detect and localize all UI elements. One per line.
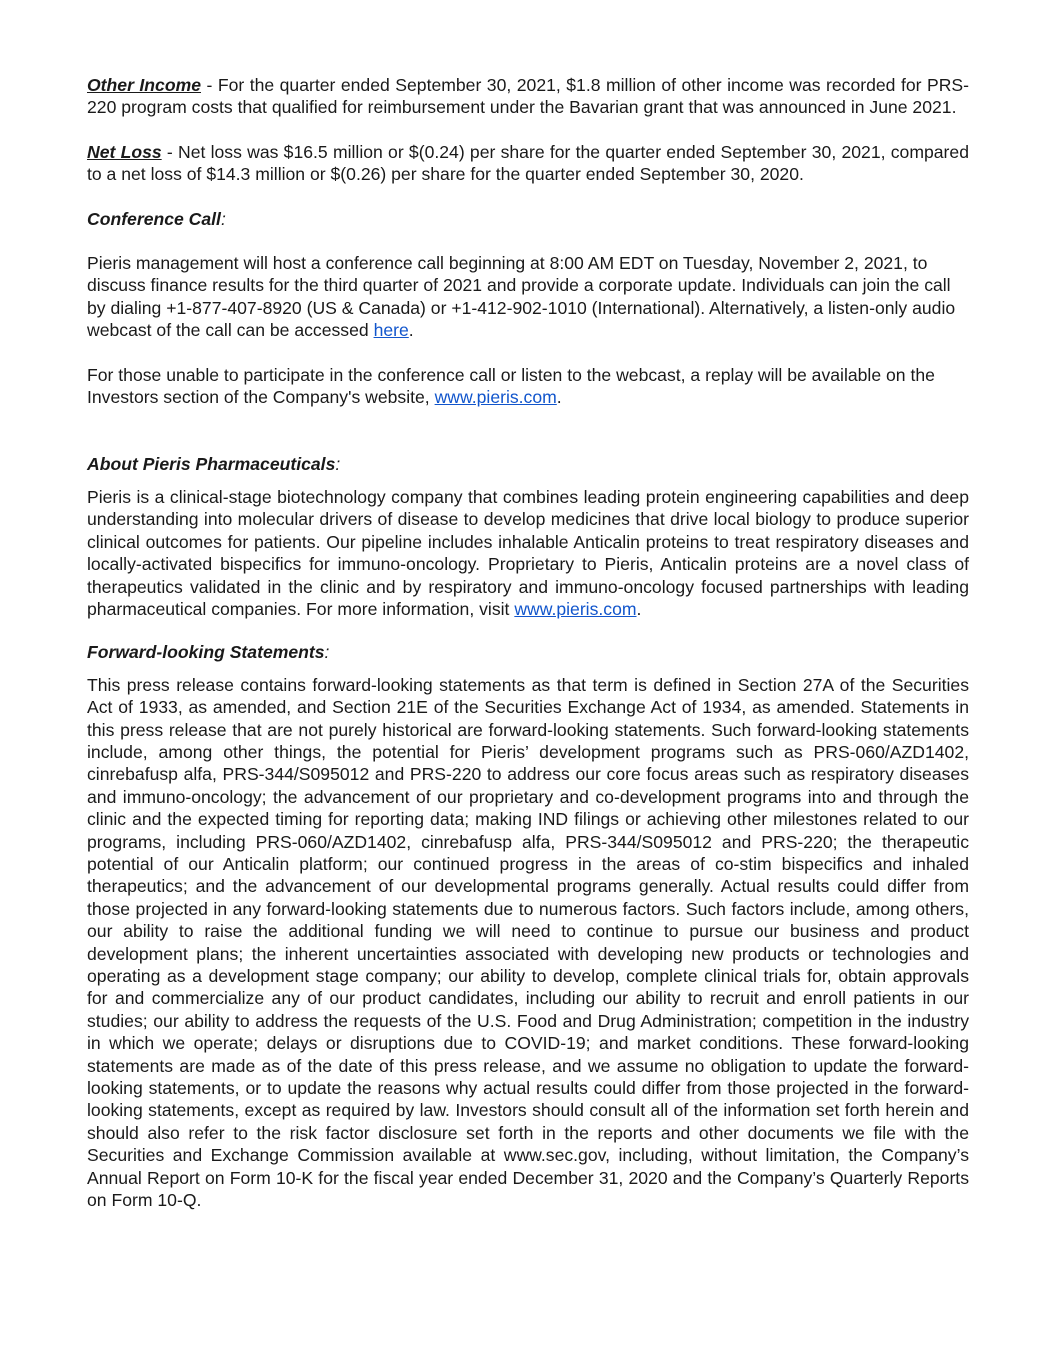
conference-call-paragraph (87, 252, 969, 342)
net-loss-heading: Net Loss (87, 141, 162, 162)
about-heading (87, 453, 969, 475)
other-income-paragraph (87, 74, 969, 119)
replay-website-link[interactable]: www.pieris.com (434, 387, 557, 408)
net-loss-paragraph (87, 141, 969, 186)
forward-looking-heading-text: Forward-looking Statements (87, 642, 325, 663)
document-page (87, 74, 969, 1211)
forward-looking-heading (87, 641, 969, 663)
forward-looking-text: This press release contains forward-looking statements as that term is defined in Section 27A of the Securities Act of 1933, as amended, and Section 21E of the Securities Exchange Act of 1934, as amended. Statements in this press release that are not purely historical are forward-looking statements. Such forward-looking statements include, among other things, the potential for Pieris’ development programs such as PRS-060/AZD1402, cinrebafusp alfa, PRS-344/S095012 and PRS-220 to address our core focus areas such as respiratory diseases and immuno-oncology; the advancement of our proprietary and co-development programs into and through the clinic and the expected timing for reporting data; making IND filings or achieving other milestones related to our programs, including PRS-060/AZD1402, cinrebafusp alfa, PRS-344/S095012 and PRS-220; the therapeutic potential of our Anticalin platform; our continued progress in the areas of co-stim bispecifics and inhaled therapeutics; and the advancement of our developmental programs generally. Actual results could differ from those projected in any forward-looking statements due to numerous factors. Such factors include, among others, our ability to raise the additional funding we will need to continue to pursue our business and product development plans; the inherent uncertainties associated with developing new products or technologies and operating as a development stage company; our ability to develop, complete clinical trials for, obtain approvals for and commercialize any of our product candidates, including our ability to recruit and enroll patients in our studies; our ability to address the requests of the U.S. Food and Drug Administration; competition in the industry in which we operate; delays or disruptions due to COVID-19; and market conditions. These forward-looking statements are made as of the date of this press release, and we assume no obligation to update the forward-looking statements, or to update the reasons why actual results could differ from those projected in the forward-looking statements, except as required by law. Investors should consult all of the information set forth herein and should also refer to the risk factor disclosure set forth in the reports and other documents we file with the Securities and Exchange Commission available at www.sec.gov, including, without limitation, the Company’s Annual Report on Form 10-K for the fiscal year ended December 31, 2020 and the Company’s Quarterly Reports on Form 10-Q. (87, 674, 969, 1211)
webcast-here-link[interactable]: here (373, 320, 409, 341)
about-paragraph (87, 486, 969, 620)
conference-call-heading-text: Conference Call (87, 208, 221, 229)
about-heading-text: About Pieris Pharmaceuticals (87, 454, 336, 475)
conference-call-heading (87, 208, 969, 230)
forward-looking-heading-colon: : (324, 642, 330, 663)
other-income-heading: Other Income (87, 75, 201, 95)
other-income-text: - For the quarter ended September 30, 2021, $1.8 million of other income was recorded for PRS-220 program costs that qualified for reimbursement under the Bavarian grant that was announced in June 2021. (87, 75, 969, 118)
about-website-link[interactable]: www.pieris.com (514, 598, 637, 619)
conference-call-period: . (408, 320, 414, 341)
forward-looking-paragraph (87, 674, 969, 1212)
net-loss-text: - Net loss was $16.5 million or $(0.24) per share for the quarter ended September 30, 2021, compared to a net loss of $14.3 million or $(0.26) per share for the quarter ended September 30, 2020. (87, 141, 969, 185)
about-period: . (636, 598, 642, 619)
replay-paragraph (87, 364, 969, 409)
replay-period: . (556, 387, 562, 408)
about-heading-colon: : (335, 454, 341, 475)
replay-text: For those unable to participate in the conference call or listen to the webcast, a replay will be available on the Investors section of the Company's website, (87, 364, 935, 408)
conference-call-text: Pieris management will host a conference call beginning at 8:00 AM EDT on Tuesday, November 2, 2021, to discuss finance results for the third quarter of 2021 and provide a corporate update. Individuals can join the call by dialing +1-877-407-8920 (US & Canada) or +1-412-902-1010 (International). Alternatively, a listen-only audio webcast of the call can be accessed (87, 253, 956, 341)
about-text: Pieris is a clinical-stage biotechnology company that combines leading protein engineering capabilities and deep understanding into molecular drivers of disease to develop medicines that drive local biology to produce superior clinical outcomes for patients. Our pipeline includes inhalable Anticalin proteins to treat respiratory diseases and locally-activated bispecifics for immuno-oncology. Proprietary to Pieris, Anticalin proteins are a novel class of therapeutics validated in the clinic and by respiratory and immuno-oncology focused partnerships with leading pharmaceutical companies. For more information, visit (87, 486, 969, 619)
conference-call-heading-colon: : (220, 208, 226, 229)
